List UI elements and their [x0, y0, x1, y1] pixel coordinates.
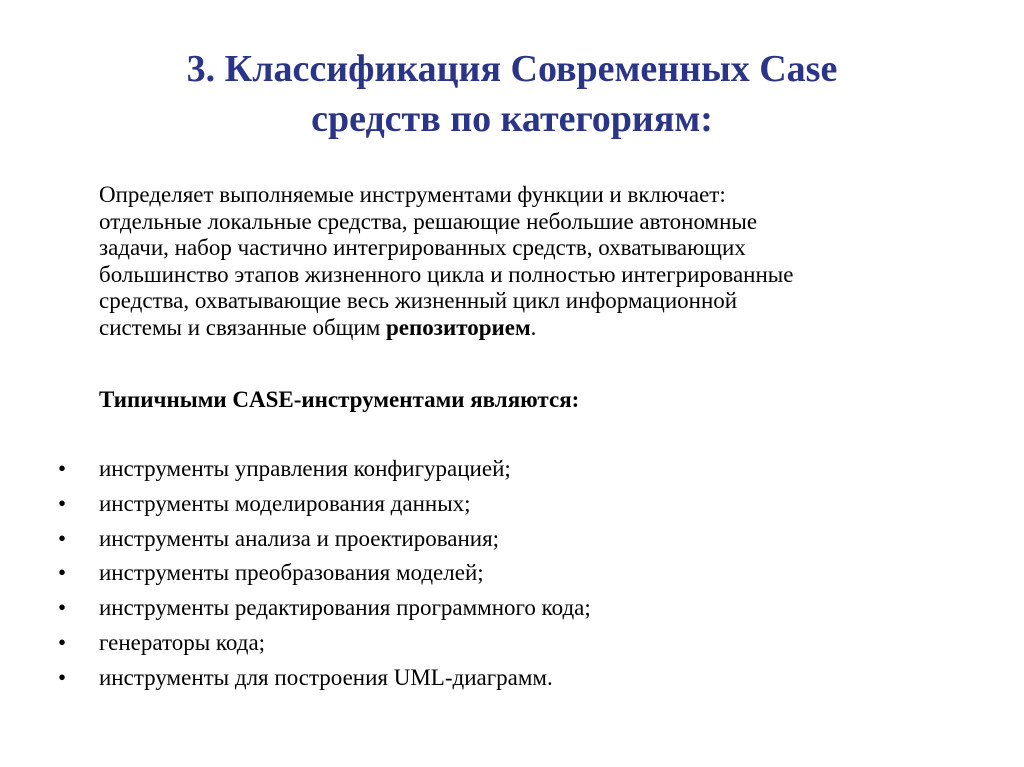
bullet-marker: •: [58, 560, 67, 586]
list-item-text: инструменты редактирования программного кода;: [99, 595, 591, 621]
list-item: [0, 559, 1024, 594]
bullet-marker: •: [58, 664, 67, 690]
list-item-text: инструменты моделирования данных;: [99, 490, 471, 516]
bullet-marker: •: [58, 490, 67, 516]
repository-term: репозиторием: [386, 314, 531, 340]
bullet-marker: •: [58, 629, 67, 655]
list-item-text: инструменты управления конфигурацией;: [99, 456, 511, 481]
list-item: [0, 455, 1024, 490]
list-item: [0, 629, 1024, 664]
intro-line-5: средства, охватывающие весь жизненный цикл информационной: [99, 288, 738, 313]
title-line-2: средств по категориям:: [311, 98, 713, 140]
list-item: [0, 664, 1024, 699]
bullet-marker: •: [58, 525, 67, 551]
list-item-text: инструменты преобразования моделей;: [99, 560, 484, 586]
intro-line-1: Определяет выполняемые инструментами функции и включает:: [99, 182, 726, 207]
list-item: [0, 594, 1024, 629]
bullet-marker: •: [58, 456, 67, 481]
list-item-text: генераторы кода;: [99, 629, 266, 655]
slide-title: [0, 44, 1024, 144]
intro-last-prefix: системы и связанные общим: [99, 314, 386, 340]
list-item: [0, 525, 1024, 560]
intro-last-suffix: .: [530, 314, 537, 340]
title-line-1: 3. Классификация Современных Case: [186, 48, 838, 90]
case-tools-list: [0, 455, 1024, 699]
list-item: [0, 490, 1024, 525]
subheading: Типичными CASE-инструментами являются:: [99, 387, 580, 412]
list-item-text: инструменты анализа и проектирования;: [99, 525, 500, 551]
intro-line-3: задачи, набор частично интегрированных средств, охватывающих: [99, 235, 746, 260]
intro-line-6: [99, 315, 979, 342]
intro-line-4: большинство этапов жизненного цикла и полностью интегрированные: [99, 261, 794, 287]
intro-line-2: отдельные локальные средства, решающие небольшие автономные: [99, 208, 758, 234]
bullet-marker: •: [58, 595, 67, 621]
list-item-text: инструменты для построения UML-диаграмм.: [99, 664, 553, 690]
intro-paragraph: [99, 182, 979, 341]
